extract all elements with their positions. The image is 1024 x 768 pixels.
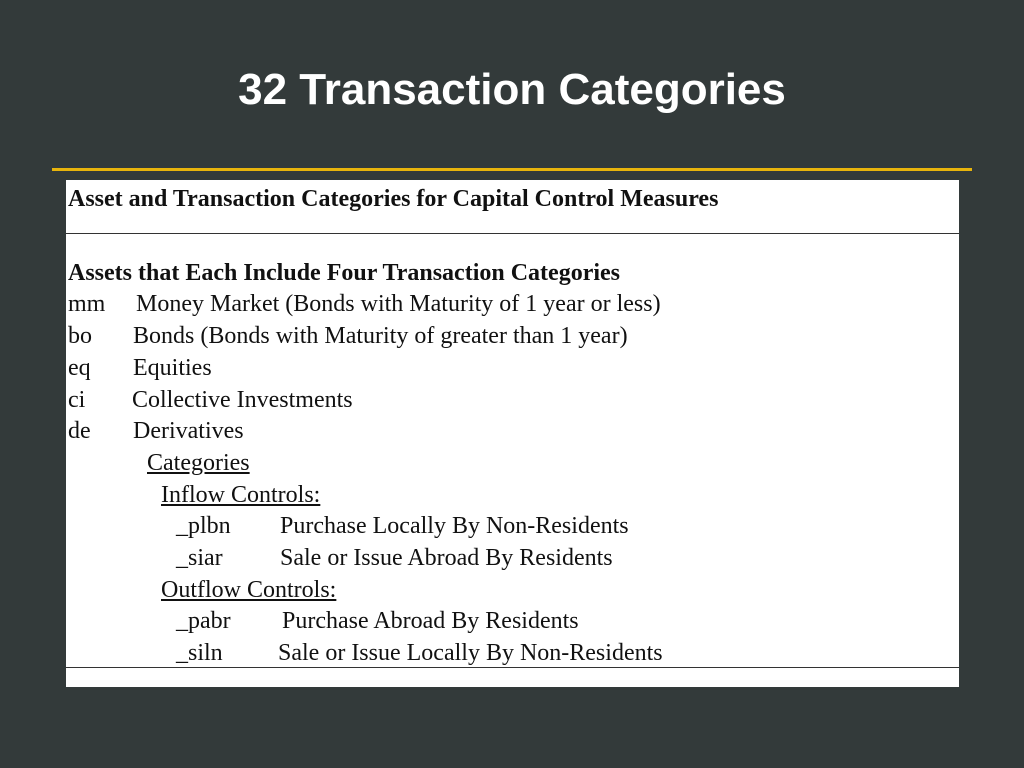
transaction-label: Purchase Locally By Non-Residents	[280, 513, 629, 539]
transaction-code: _pabr	[176, 608, 231, 634]
asset-code: ci	[68, 387, 86, 413]
assets-subheading: Assets that Each Include Four Transaction Categories	[68, 260, 620, 286]
transaction-label: Purchase Abroad By Residents	[282, 608, 579, 634]
transaction-label: Sale or Issue Locally By Non-Residents	[278, 640, 663, 666]
asset-code: bo	[68, 323, 92, 349]
table-heading: Asset and Transaction Categories for Capital Control Measures	[68, 186, 719, 212]
asset-label: Money Market (Bonds with Maturity of 1 year or less)	[136, 291, 661, 317]
asset-code: de	[68, 418, 91, 444]
transaction-code: _siar	[176, 545, 223, 571]
asset-code: eq	[68, 355, 91, 381]
outflow-controls-label: Outflow Controls:	[161, 577, 337, 603]
category-table-image	[66, 180, 959, 687]
transaction-label: Sale or Issue Abroad By Residents	[280, 545, 613, 571]
table-bottom-rule	[66, 667, 959, 668]
slide-title: 32 Transaction Categories	[238, 65, 786, 114]
asset-label: Collective Investments	[132, 387, 353, 413]
asset-code: mm	[68, 291, 106, 317]
transaction-code: _plbn	[176, 513, 231, 539]
table-top-rule	[66, 233, 959, 234]
asset-label: Equities	[133, 355, 212, 381]
transaction-code: _siln	[176, 640, 223, 666]
title-divider	[52, 168, 972, 171]
inflow-controls-label: Inflow Controls:	[161, 482, 321, 508]
asset-label: Derivatives	[133, 418, 244, 444]
asset-label: Bonds (Bonds with Maturity of greater than 1 year)	[133, 323, 628, 349]
categories-label: Categories	[147, 450, 250, 476]
